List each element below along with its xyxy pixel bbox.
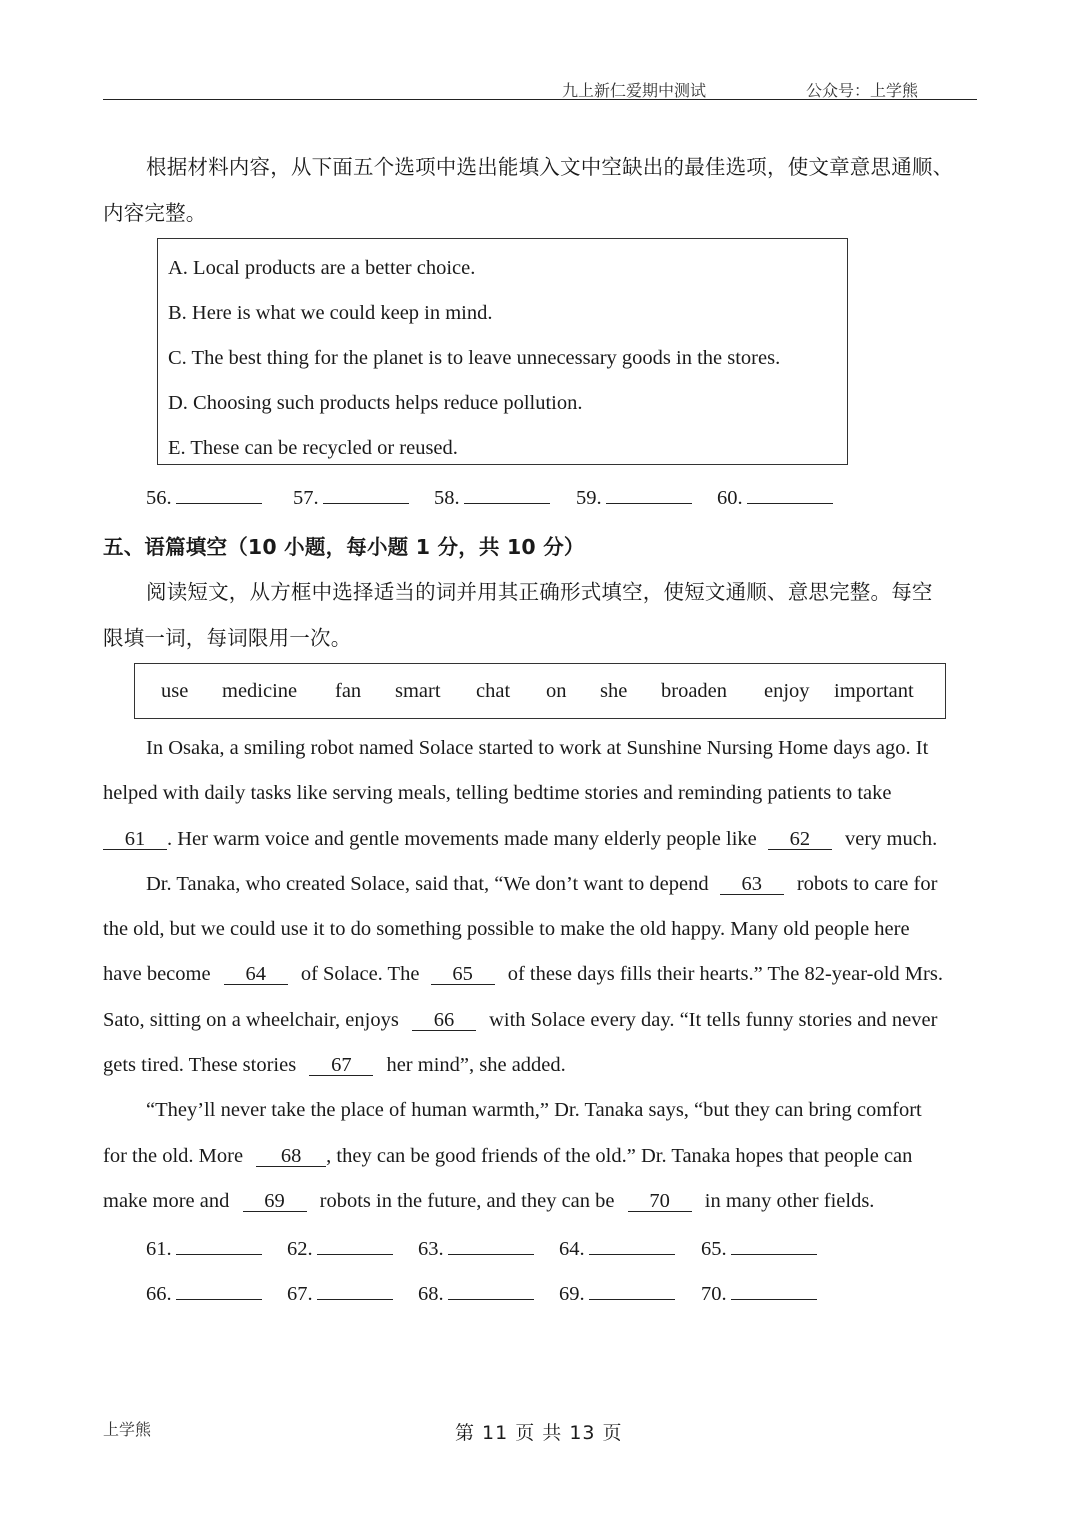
passage-p1-line1: In Osaka, a smiling robot named Solace started to work at Sunshine Nursing Home days ago. It xyxy=(146,737,929,759)
passage-p2-line1 xyxy=(146,873,937,896)
answer-row-66-70 xyxy=(0,1281,1080,1311)
blank-67[interactable]: 67 xyxy=(309,1055,373,1076)
passage-text: with Solace every day. “It tells funny stories and never xyxy=(489,1009,938,1031)
passage-text: . Her warm voice and gentle movements made many elderly people like xyxy=(167,828,757,850)
answer-number: 61. xyxy=(146,1238,172,1260)
answer-blank[interactable] xyxy=(589,1281,675,1300)
answer-number: 67. xyxy=(287,1283,313,1305)
answer-blank[interactable] xyxy=(448,1281,534,1300)
answer-item-62[interactable] xyxy=(287,1236,393,1261)
answer-item-63[interactable] xyxy=(418,1236,534,1261)
word-bank-item: on xyxy=(546,680,567,702)
section-5-title: 五、语篇填空（10 小题，每小题 1 分，共 10 分） xyxy=(103,535,585,559)
passage-text: have become xyxy=(103,963,211,985)
passage-p3-line3 xyxy=(103,1190,874,1213)
passage-p3-line2 xyxy=(103,1145,912,1168)
option-d: D. Choosing such products helps reduce pollution. xyxy=(168,392,583,414)
header-divider xyxy=(103,99,977,100)
answer-blank[interactable] xyxy=(317,1236,393,1255)
passage-text: Dr. Tanaka, who created Solace, said that, “We don’t want to depend xyxy=(146,873,709,895)
word-bank-item: smart xyxy=(395,680,441,702)
blank-65[interactable]: 65 xyxy=(431,964,495,985)
word-bank-item: she xyxy=(600,680,628,702)
answer-item-61[interactable] xyxy=(146,1236,262,1261)
passage-text: very much. xyxy=(845,828,938,850)
answer-item-68[interactable] xyxy=(418,1281,534,1306)
word-bank-item: broaden xyxy=(661,680,728,702)
answer-item-60[interactable] xyxy=(717,485,833,510)
answer-number: 70. xyxy=(701,1283,727,1305)
answer-number: 66. xyxy=(146,1283,172,1305)
header-wechat: 公众号：上学熊 xyxy=(806,83,919,100)
answer-number: 57. xyxy=(293,487,319,509)
word-bank-item: important xyxy=(834,680,914,702)
word-bank-box xyxy=(134,663,946,719)
answer-blank[interactable] xyxy=(464,485,550,504)
passage-text: Sato, sitting on a wheelchair, enjoys xyxy=(103,1009,399,1031)
instruction-line-2: 内容完整。 xyxy=(103,201,207,225)
passage-text: for the old. More xyxy=(103,1145,244,1167)
option-e: E. These can be recycled or reused. xyxy=(168,437,458,459)
answer-number: 60. xyxy=(717,487,743,509)
option-a: A. Local products are a better choice. xyxy=(168,257,476,279)
answer-number: 56. xyxy=(146,487,172,509)
passage-text: , they can be good friends of the old.” Dr. Tanaka hopes that people can xyxy=(326,1145,913,1167)
word-bank-item: medicine xyxy=(222,680,298,702)
passage-p2-line5 xyxy=(103,1054,566,1077)
blank-62[interactable]: 62 xyxy=(768,829,832,850)
answer-blank[interactable] xyxy=(448,1236,534,1255)
options-box xyxy=(157,238,848,465)
footer-brand: 上学熊 xyxy=(103,1420,152,1439)
passage-text: robots in the future, and they can be xyxy=(319,1190,615,1212)
answer-number: 63. xyxy=(418,1238,444,1260)
passage-p1-line3 xyxy=(103,828,937,851)
passage-text: in many other fields. xyxy=(704,1190,875,1212)
answer-item-58[interactable] xyxy=(434,485,550,510)
passage-text: of these days fills their hearts.” The 82-year-old Mrs. xyxy=(507,963,943,985)
section-5-instruction-1: 阅读短文，从方框中选择适当的词并用其正确形式填空，使短文通顺、意思完整。每空 xyxy=(146,580,933,604)
option-c: C. The best thing for the planet is to leave unnecessary goods in the stores. xyxy=(168,347,781,369)
section-5-instruction-2: 限填一词，每词限用一次。 xyxy=(103,626,352,650)
answer-blank[interactable] xyxy=(176,1281,262,1300)
answer-item-69[interactable] xyxy=(559,1281,675,1306)
answer-number: 59. xyxy=(576,487,602,509)
passage-text: make more and xyxy=(103,1190,230,1212)
answer-blank[interactable] xyxy=(747,485,833,504)
answer-blank[interactable] xyxy=(176,485,262,504)
answer-item-57[interactable] xyxy=(293,485,409,510)
answer-number: 64. xyxy=(559,1238,585,1260)
instruction-line-1: 根据材料内容，从下面五个选项中选出能填入文中空缺出的最佳选项，使文章意思通顺、 xyxy=(146,155,954,179)
answer-blank[interactable] xyxy=(606,485,692,504)
passage-p2-line4 xyxy=(103,1009,937,1032)
word-bank-item: fan xyxy=(335,680,362,702)
answer-number: 69. xyxy=(559,1283,585,1305)
blank-69[interactable]: 69 xyxy=(243,1191,307,1212)
word-bank-item: enjoy xyxy=(764,680,810,702)
page-number: 第 11 页 共 13 页 xyxy=(455,1422,623,1444)
answer-blank[interactable] xyxy=(589,1236,675,1255)
passage-p3-line1: “They’ll never take the place of human warmth,” Dr. Tanaka says, “but they can bring comfort xyxy=(146,1099,922,1121)
option-b: B. Here is what we could keep in mind. xyxy=(168,302,493,324)
passage-text: robots to care for xyxy=(796,873,938,895)
word-bank-item: chat xyxy=(476,680,511,702)
answer-row-61-65 xyxy=(0,1236,1080,1266)
answer-item-66[interactable] xyxy=(146,1281,262,1306)
passage-text: her mind”, she added. xyxy=(386,1054,566,1076)
blank-68[interactable]: 68 xyxy=(256,1146,326,1167)
passage-p2-line3 xyxy=(103,963,943,986)
header-title: 九上新仁爱期中测试 xyxy=(562,83,707,100)
answer-blank[interactable] xyxy=(731,1281,817,1300)
answer-blank[interactable] xyxy=(317,1281,393,1300)
word-bank-item: use xyxy=(161,680,189,702)
answer-row-56-60 xyxy=(0,485,1080,515)
blank-66[interactable]: 66 xyxy=(412,1010,476,1031)
answer-number: 68. xyxy=(418,1283,444,1305)
answer-blank[interactable] xyxy=(323,485,409,504)
passage-p1-line2: helped with daily tasks like serving meals, telling bedtime stories and reminding patients to take xyxy=(103,782,892,804)
answer-item-59[interactable] xyxy=(576,485,692,510)
blank-61[interactable]: 61 xyxy=(103,829,167,850)
answer-item-70[interactable] xyxy=(701,1281,817,1306)
passage-text: gets tired. These stories xyxy=(103,1054,297,1076)
answer-number: 65. xyxy=(701,1238,727,1260)
answer-item-65[interactable] xyxy=(701,1236,817,1261)
blank-70[interactable]: 70 xyxy=(628,1191,692,1212)
answer-blank[interactable] xyxy=(731,1236,817,1255)
answer-number: 62. xyxy=(287,1238,313,1260)
passage-text: of Solace. The xyxy=(300,963,420,985)
blank-64[interactable]: 64 xyxy=(224,964,288,985)
blank-63[interactable]: 63 xyxy=(720,874,784,895)
passage-p2-line2: the old, but we could use it to do something possible to make the old happy. Many old people here xyxy=(103,918,910,940)
answer-item-67[interactable] xyxy=(287,1281,393,1306)
answer-item-64[interactable] xyxy=(559,1236,675,1261)
answer-number: 58. xyxy=(434,487,460,509)
answer-item-56[interactable] xyxy=(146,485,262,510)
answer-blank[interactable] xyxy=(176,1236,262,1255)
